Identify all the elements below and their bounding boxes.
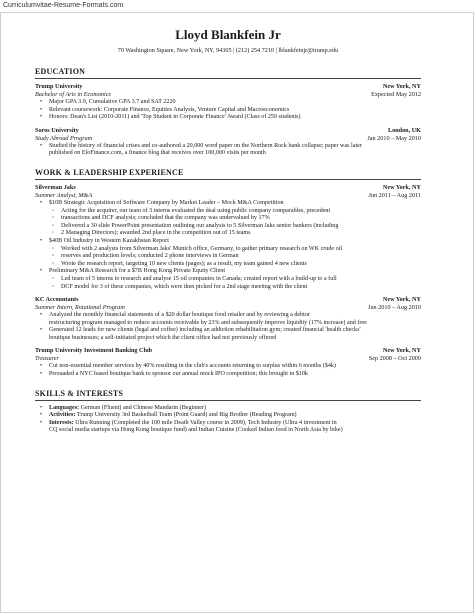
resume-page xyxy=(0,12,474,613)
skill-text: German (Fluent) and Chinese Mandarin (Beginner) xyxy=(80,404,207,411)
work-section xyxy=(35,168,421,379)
bullet-list xyxy=(35,268,421,276)
sub-bullet-list xyxy=(35,208,421,238)
education-entry xyxy=(35,127,421,158)
bullet-continuation: published on EloFinance.com, a finance blog that receives over 100,000 visits per month xyxy=(49,150,266,157)
bullet-item: • Persuaded a NYC based boutique bank to sponsor our annual mock IPO competition; this brought in $10k xyxy=(49,371,421,379)
work-entry xyxy=(35,296,421,342)
contact-line: 70 Washington Square, New York, NY, 94305 | (212) 254 7210 | lblankfeinjr@trump.edu xyxy=(117,47,339,54)
bullet-continuation: ◦ DCF model for 3 of these companies, which were then picked for a 2nd stage meeting with the client xyxy=(61,284,421,292)
bullet-continuation: ◦ 2 Managing Directors); awarded 2nd place in the competition out of 15 teams xyxy=(61,230,421,238)
date-range: Jun 2011 – Aug 2011 xyxy=(368,191,421,199)
work-entry xyxy=(35,347,421,378)
bullet-list xyxy=(35,363,421,378)
org-name: Silverman Jaks xyxy=(35,183,76,191)
bullet-continuation: ◦ reserves and production levels; conducted 2 phone interviews in German xyxy=(61,253,421,261)
role-title: Study Abroad Program xyxy=(35,134,93,142)
bullet-list xyxy=(35,143,421,158)
bullet-item: • Major GPA 3.9, Cumulative GPA 3.7 and SAT 2220 xyxy=(49,99,421,107)
sub-bullet-item: ◦ Wrote the research report, targeting 10 new clients (pages); as a result, my team gained 4 new clients xyxy=(61,261,421,269)
bullet-item: • Cut non-essential member services by 40% resulting in the club's accounts returning to surplus within 6 months ($4k) xyxy=(49,363,421,371)
bullet-continuation: restructuring program managed to reduce accounts receivable by 23% and subsequently improve liquidity (17% increase) and free xyxy=(49,319,367,326)
skills-section xyxy=(35,389,421,435)
sub-bullet-list xyxy=(35,276,421,291)
candidate-name: Lloyd Blankfein Jr xyxy=(175,27,281,42)
skill-label: Languages: xyxy=(49,404,80,411)
bullet-item: • $10B Strategic Acquisition of Software Company by Market Leader – Mock M&A Competition xyxy=(49,200,421,208)
skill-text: Ultra Running (Completed the 100 mile Death Valley course in 2009), Tech Industry (Ultra 4 investment in xyxy=(75,419,337,426)
sub-bullet-item: ◦ Delivered a 30 slide PowerPoint presentation outlining our analysis to 5 Silverman Jaks senior bankers (including xyxy=(61,223,421,231)
sub-bullet-item: ◦ Led team of 5 interns to research and analyse 15 oil companies in Canada; created report with a build-up to a full xyxy=(61,276,421,284)
resume-content xyxy=(35,27,421,445)
bullet-item: • Honors: Dean's List (2010-2011) and 'Top Student in Corporate Finance' Award (Class of 250 students) xyxy=(49,114,421,122)
bullet-list xyxy=(35,238,421,246)
skills-heading: SKILLS & INTERESTS xyxy=(35,389,421,401)
education-section xyxy=(35,67,421,158)
org-location: New York, NY xyxy=(382,296,421,304)
org-location: New York, NY xyxy=(382,83,421,90)
sub-bullet-list xyxy=(35,246,421,269)
date-range: Expected May 2012 xyxy=(371,91,421,98)
bullet-item: • Generated 12 leads for new clients (legal and coffee) including an addiction rehabilitation gym; created financial 'health checks' xyxy=(49,327,421,335)
work-entry xyxy=(35,184,421,291)
org-name: KC Accountants xyxy=(35,296,79,304)
bullet-list xyxy=(35,99,421,122)
bullet-item: • Preliminary M&A Research for a $7B Hong Kong Private Equity Client xyxy=(49,268,421,276)
bullet-list xyxy=(35,405,421,435)
skill-text: Trump University 3rd Basketball Team (Point Guard) and Big Brother (Reading Program) xyxy=(76,412,297,419)
org-location: New York, NY xyxy=(382,347,421,355)
role-title: Summer Intern, Rotational Program xyxy=(35,304,125,312)
bullet-item: • Studied the history of financial crises and co-authored a 20,000 word paper on the Northern Rock bank collapse; paper was later xyxy=(49,143,421,151)
bullet-continuation xyxy=(49,427,421,435)
education-heading: EDUCATION xyxy=(35,67,421,79)
date-range: Jan 2010 – May 2010 xyxy=(367,134,421,142)
bullet-item: • Analyzed the monthly financial statements of a $20 dollar boutique food retailer and by reviewing a debtor xyxy=(49,312,421,320)
site-watermark: Curriculumvitae-Resume-Formats.com xyxy=(3,2,124,9)
skill-text: CQ social media startups via Hong Kong boutique fund) and Indian Cuisine (Cooked Indian food in North Asia by bike) xyxy=(49,427,343,434)
bullet-list xyxy=(35,200,421,208)
sub-bullet-item: ◦ Acting for the acquirer, our team of 3 interns evaluated the deal using public company comparables, precedent xyxy=(61,208,421,216)
skill-label: Interests: xyxy=(49,419,74,426)
education-entry xyxy=(35,83,421,122)
org-name: Trump University Investment Banking Club xyxy=(35,347,153,355)
sub-bullet-item: ◦ Worked with 2 analysts from Silverman Jaks' Munich office, Germany, to gather primary research on WK crude oil xyxy=(61,246,421,254)
bullet-list xyxy=(35,312,421,342)
bullet-continuation: boutique businesses; a self-initiated project which the client office had not previously offered xyxy=(49,334,277,341)
bullet-item: • Relevant coursework: Corporate Finance, Equities Analysis, Venture Capital and Macroeconomics xyxy=(49,107,421,115)
org-name: Soros University xyxy=(35,126,79,134)
org-name: Trump University xyxy=(35,83,83,90)
date-range: Sep 2008 – Oct 2009 xyxy=(368,355,421,363)
skill-label: Activities: xyxy=(49,412,76,419)
bullet-item: • $40B Oil Industry in Western Kazakhstan Report xyxy=(49,238,421,246)
org-location: London, UK xyxy=(387,126,421,134)
org-location: New York, NY xyxy=(382,183,421,191)
skill-item xyxy=(49,412,421,420)
role-title: Bachelor of Arts in Economics xyxy=(35,91,111,98)
date-range: Jun 2010 – Aug 2010 xyxy=(368,304,421,312)
work-heading: WORK & LEADERSHIP EXPERIENCE xyxy=(35,168,421,180)
role-title: Summer Analyst, M&A xyxy=(35,191,93,199)
role-title: Treasurer xyxy=(35,355,59,363)
bullet-continuation: ◦ transactions and DCF analysis; concluded that the company was undervalued by 17% xyxy=(61,215,421,223)
